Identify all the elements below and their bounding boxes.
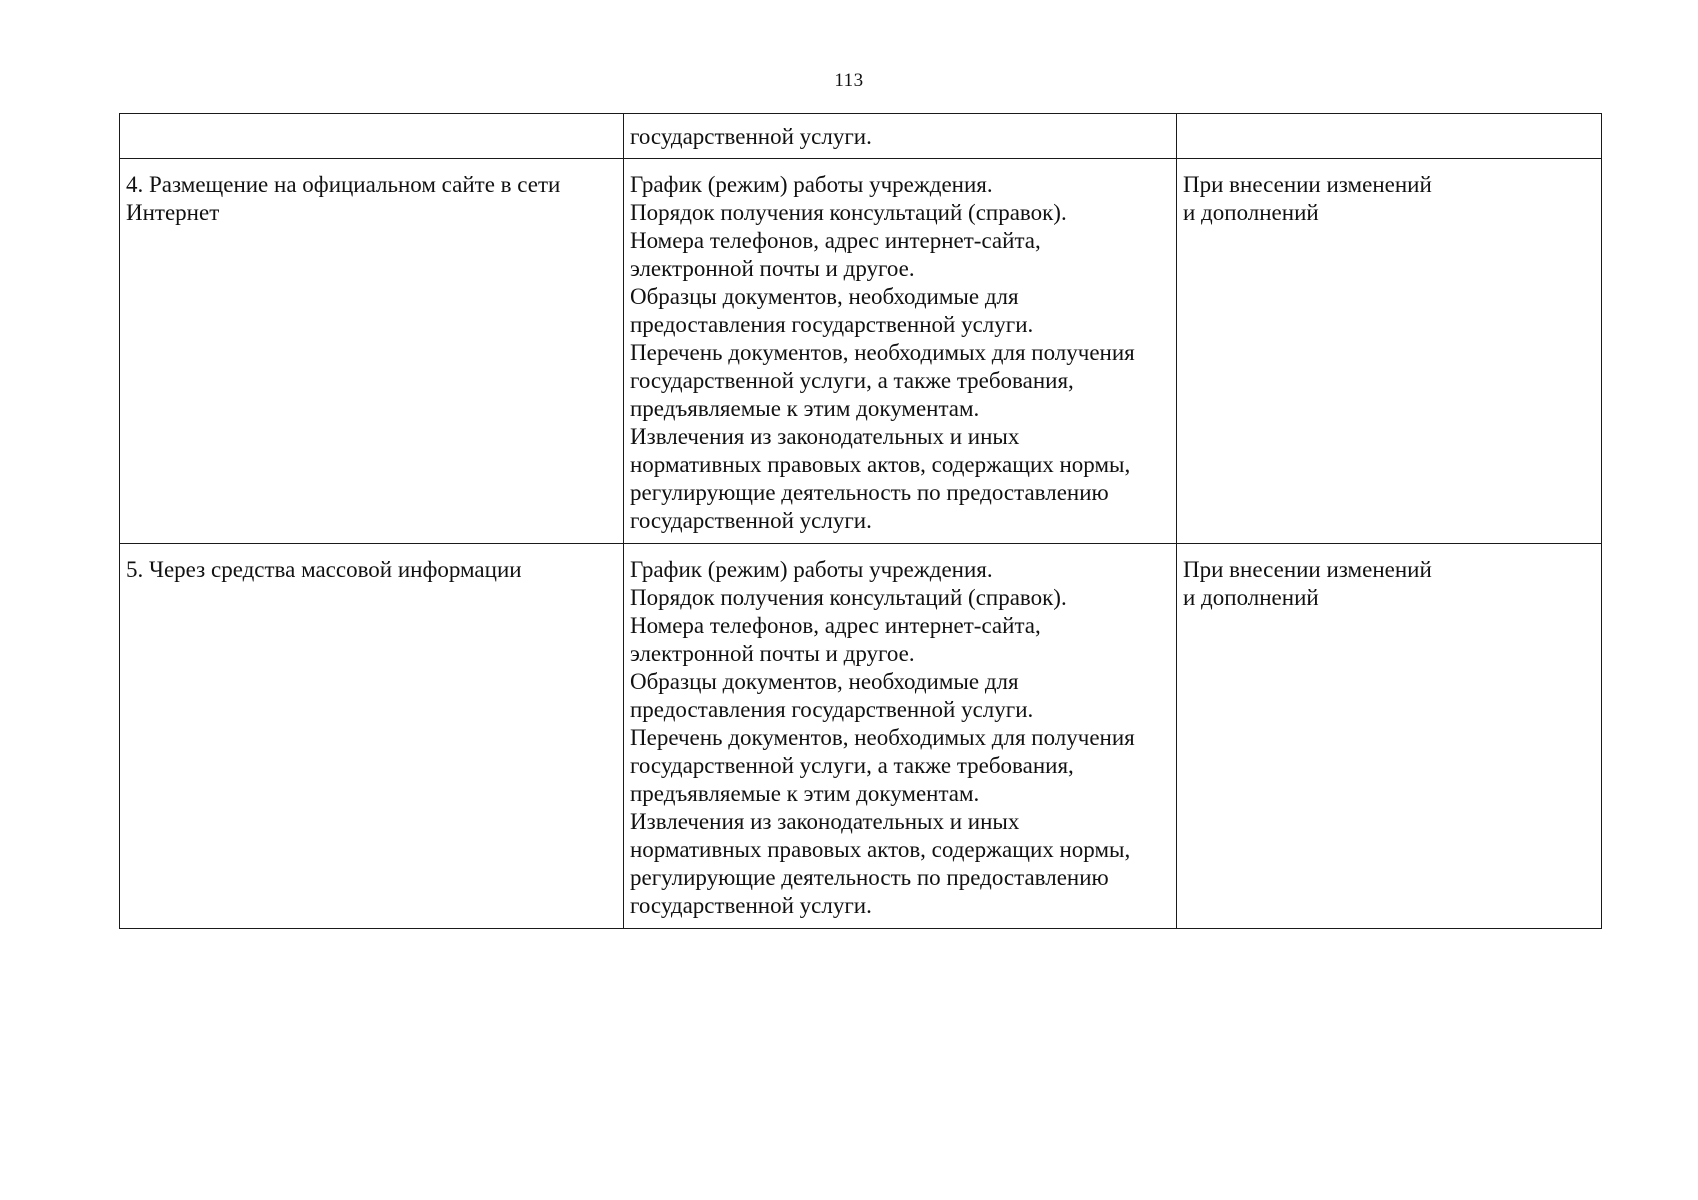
content-line: регулирующие деятельность по предоставлению (630, 480, 1109, 505)
information-table (119, 113, 1602, 929)
table-row (120, 159, 1602, 544)
content-line: Извлечения из законодательных и иных (630, 809, 1020, 834)
content-line: предъявляемые к этим документам. (630, 396, 980, 421)
content-line: регулирующие деятельность по предоставлению (630, 865, 1109, 890)
content-line: Извлечения из законодательных и иных (630, 424, 1020, 449)
content-line: государственной услуги, а также требования, (630, 753, 1074, 778)
content-cell (624, 544, 1177, 929)
table-row (120, 544, 1602, 929)
content-cell (624, 159, 1177, 544)
timing-line: При внесении изменений (1183, 172, 1432, 197)
content-line: Номера телефонов, адрес интернет-сайта, (630, 613, 1041, 638)
content-line: государственной услуги. (630, 893, 872, 918)
content-line: Номера телефонов, адрес интернет-сайта, (630, 228, 1041, 253)
timing-cell (1177, 114, 1602, 159)
method-line: 4. Размещение на официальном сайте в сети (126, 172, 561, 197)
page-number: 113 (834, 70, 864, 91)
timing-cell (1177, 544, 1602, 929)
content-line: Образцы документов, необходимые для (630, 284, 1019, 309)
content-line: электронной почты и другое. (630, 641, 915, 666)
content-cell (624, 114, 1177, 159)
content-line: электронной почты и другое. (630, 256, 915, 281)
timing-cell (1177, 159, 1602, 544)
method-line: 5. Через средства массовой информации (126, 557, 522, 582)
content-line: Перечень документов, необходимых для получения (630, 340, 1135, 365)
content-line: нормативных правовых актов, содержащих нормы, (630, 452, 1131, 477)
content-line: государственной услуги. (630, 508, 872, 533)
content-line: Образцы документов, необходимые для (630, 669, 1019, 694)
content-line: Порядок получения консультаций (справок). (630, 585, 1067, 610)
content-line: предъявляемые к этим документам. (630, 781, 980, 806)
content-line: График (режим) работы учреждения. (630, 557, 993, 582)
timing-line: При внесении изменений (1183, 557, 1432, 582)
content-line: государственной услуги. (630, 124, 872, 149)
content-line: государственной услуги, а также требования, (630, 368, 1074, 393)
timing-line: и дополнений (1183, 585, 1319, 610)
content-line: Перечень документов, необходимых для получения (630, 725, 1135, 750)
method-line: Интернет (126, 200, 220, 225)
content-line: предоставления государственной услуги. (630, 312, 1034, 337)
content-line: Порядок получения консультаций (справок). (630, 200, 1067, 225)
table-row (120, 114, 1602, 159)
method-cell (120, 159, 624, 544)
content-line: График (режим) работы учреждения. (630, 172, 993, 197)
timing-line: и дополнений (1183, 200, 1319, 225)
method-cell (120, 544, 624, 929)
content-line: нормативных правовых актов, содержащих нормы, (630, 837, 1131, 862)
content-line: предоставления государственной услуги. (630, 697, 1034, 722)
method-cell (120, 114, 624, 159)
